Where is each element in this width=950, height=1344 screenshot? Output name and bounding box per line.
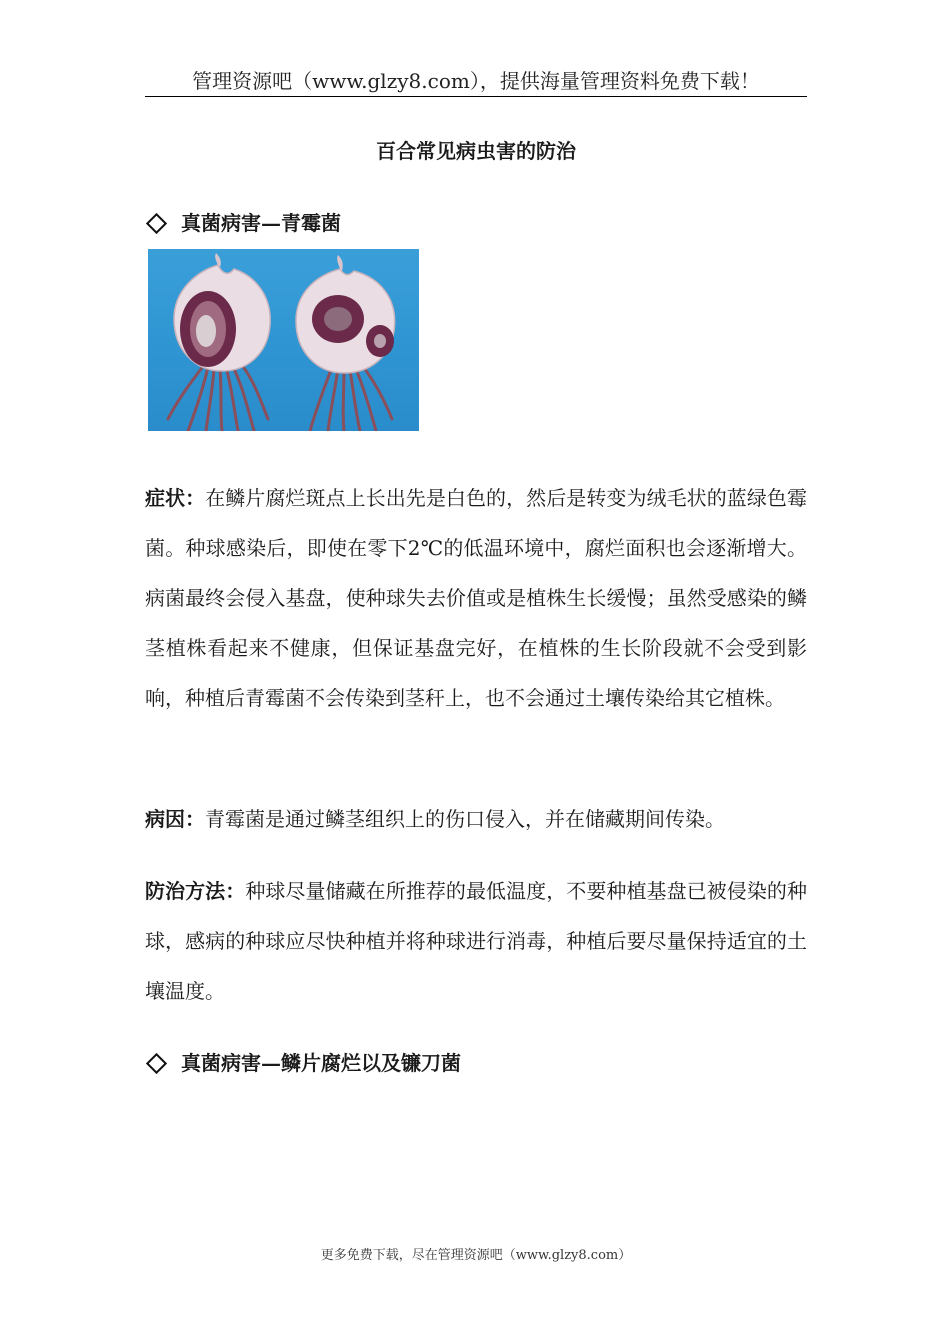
prevention-label: 防治方法： <box>145 879 246 903</box>
section-heading-scale-rot <box>145 1048 461 1078</box>
symptom-label: 症状： <box>145 486 206 510</box>
paragraph-prevention <box>145 866 807 1016</box>
page-title: 百合常见病虫害的防治 <box>376 139 576 163</box>
page-header: 管理资源吧（www.glzy8.com），提供海量管理资料免费下载！ <box>145 66 807 97</box>
bulb-right <box>296 255 395 373</box>
cause-label: 病因： <box>145 807 205 831</box>
page-footer: 更多免费下载，尽在管理资源吧（www.glzy8.com） <box>320 1248 632 1263</box>
bulb-left <box>174 253 270 371</box>
section-heading-text: 真菌病害—青霉菌 <box>181 211 341 235</box>
symptom-text: 在鳞片腐烂斑点上长出先是白色的，然后是转变为绒毛状的蓝绿色霉菌。种球感染后，即使在零下2℃的低温环境中，腐烂面积也会逐渐增大。病菌最终会侵入基盘，使种球失去价值或是植株生长缓慢；虽然受感染的鳞茎植株看起来不健康，但保证基盘完好，在植株的生长阶段就不会受到影响，种植后青霉菌不会传染到茎秆上，也不会通过土壤传染给其它植株。 <box>145 486 807 710</box>
cause-text: 青霉菌是通过鳞茎组织上的伤口侵入，并在储藏期间传染。 <box>205 807 725 831</box>
prevention-text: 种球尽量储藏在所推荐的最低温度，不要种植基盘已被侵染的种球，感病的种球应尽快种植并将种球进行消毒，种植后要尽量保持适宜的土壤温度。 <box>145 879 807 1003</box>
lily-bulb-photo <box>148 249 419 431</box>
section-heading-penicillium <box>145 208 341 238</box>
bulb-roots-right <box>310 365 392 431</box>
section-heading-text: 真菌病害—鳞片腐烂以及镰刀菌 <box>181 1051 461 1075</box>
paragraph-symptom <box>145 473 807 723</box>
paragraph-cause <box>145 794 807 844</box>
diamond-bullet-icon <box>146 212 167 233</box>
lily-bulb-illustration <box>148 249 419 431</box>
diamond-bullet-icon <box>146 1052 167 1073</box>
